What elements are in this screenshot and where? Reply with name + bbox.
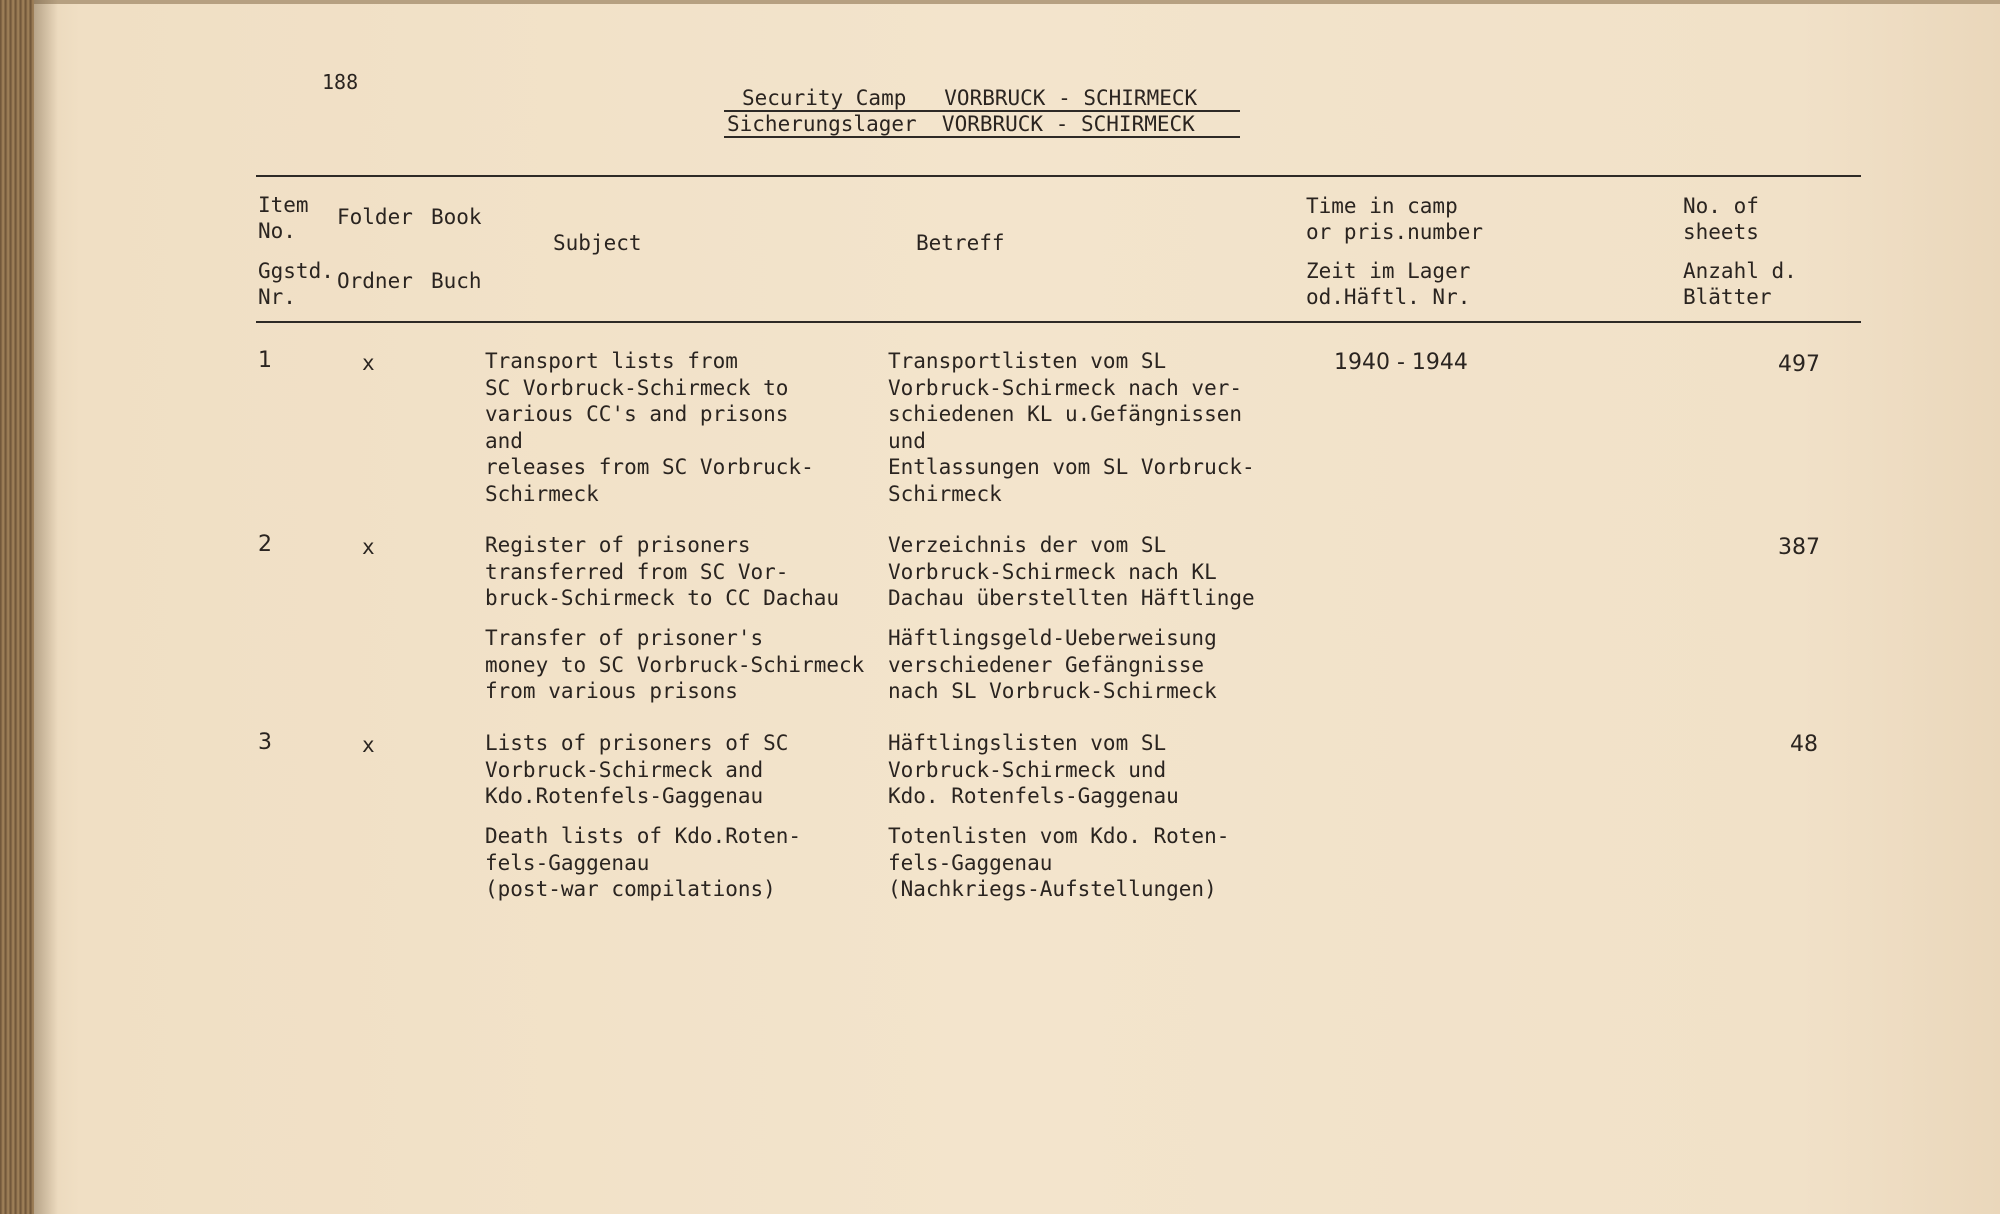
row-3-folder: x xyxy=(362,733,375,757)
header-subject: Subject xyxy=(553,231,642,255)
page-number: 188 xyxy=(322,70,359,94)
header-anzahl: Anzahl d. Blätter xyxy=(1683,259,1797,309)
header-betreff: Betreff xyxy=(916,231,1005,255)
title-german: Sicherungslager VORBRUCK - SCHIRMECK xyxy=(727,112,1195,136)
row-1-folder: x xyxy=(362,351,375,375)
row-1-time: 1940 - 1944 xyxy=(1334,350,1468,375)
row-2-betreff: Verzeichnis der vom SL Vorbruck-Schirmeck nach KL Dachau überstellten Häftlinge xyxy=(888,533,1255,610)
row-3-item: 3 xyxy=(258,730,272,755)
row-2-item: 2 xyxy=(258,532,272,557)
book-binding xyxy=(0,0,34,1214)
row-3-sheets: 48 xyxy=(1790,732,1818,757)
row-3-betreff-2: Totenlisten vom Kdo. Roten- fels-Gaggenau (Nachkriegs-Aufstellungen) xyxy=(888,824,1230,901)
header-bottom-rule xyxy=(256,321,1861,323)
binding-shadow xyxy=(34,0,58,1214)
row-1-betreff: Transportlisten vom SL Vorbruck-Schirmeck nach ver- schiedenen KL u.Gefängnissen und Entlassungen vom SL Vorbruck- Schirmeck xyxy=(888,349,1255,506)
row-3-betreff: Häftlingslisten vom SL Vorbruck-Schirmeck und Kdo. Rotenfels-Gaggenau xyxy=(888,731,1179,808)
row-1-item: 1 xyxy=(258,348,272,373)
header-ordner: Ordner xyxy=(337,269,413,293)
header-zeit: Zeit im Lager od.Häftl. Nr. xyxy=(1306,259,1471,309)
row-2-sheets: 387 xyxy=(1778,535,1820,560)
title-underline-2 xyxy=(724,136,1240,138)
row-2-subject: Register of prisoners transferred from SC Vor- bruck-Schirmeck to CC Dachau xyxy=(485,533,840,610)
header-folder: Folder xyxy=(337,205,413,229)
row-3-subject-2: Death lists of Kdo.Roten- fels-Gaggenau (post-war compilations) xyxy=(485,824,802,901)
row-2-folder: x xyxy=(362,535,375,559)
header-buch: Buch xyxy=(431,269,482,293)
row-1-sheets: 497 xyxy=(1778,352,1820,377)
header-book: Book xyxy=(431,205,482,229)
header-item-no: Item No. xyxy=(258,193,309,243)
row-2-subject-2: Transfer of prisoner's money to SC Vorbruck-Schirmeck from various prisons xyxy=(485,626,865,703)
row-1-subject: Transport lists from SC Vorbruck-Schirmeck to various CC's and prisons and releases from SC Vorbruck- Schirmeck xyxy=(485,349,814,506)
header-top-rule xyxy=(256,175,1861,177)
row-2-betreff-2: Häftlingsgeld-Ueberweisung verschiedener Gefängnisse nach SL Vorbruck-Schirmeck xyxy=(888,626,1217,703)
title-english: Security Camp VORBRUCK - SCHIRMECK xyxy=(742,86,1198,110)
header-time: Time in camp or pris.number xyxy=(1306,194,1484,244)
row-3-subject: Lists of prisoners of SC Vorbruck-Schirmeck and Kdo.Rotenfels-Gaggenau xyxy=(485,731,789,808)
header-sheets: No. of sheets xyxy=(1683,194,1759,244)
page-top-edge xyxy=(0,0,2000,4)
header-ggstd-nr: Ggstd. Nr. xyxy=(258,259,334,309)
